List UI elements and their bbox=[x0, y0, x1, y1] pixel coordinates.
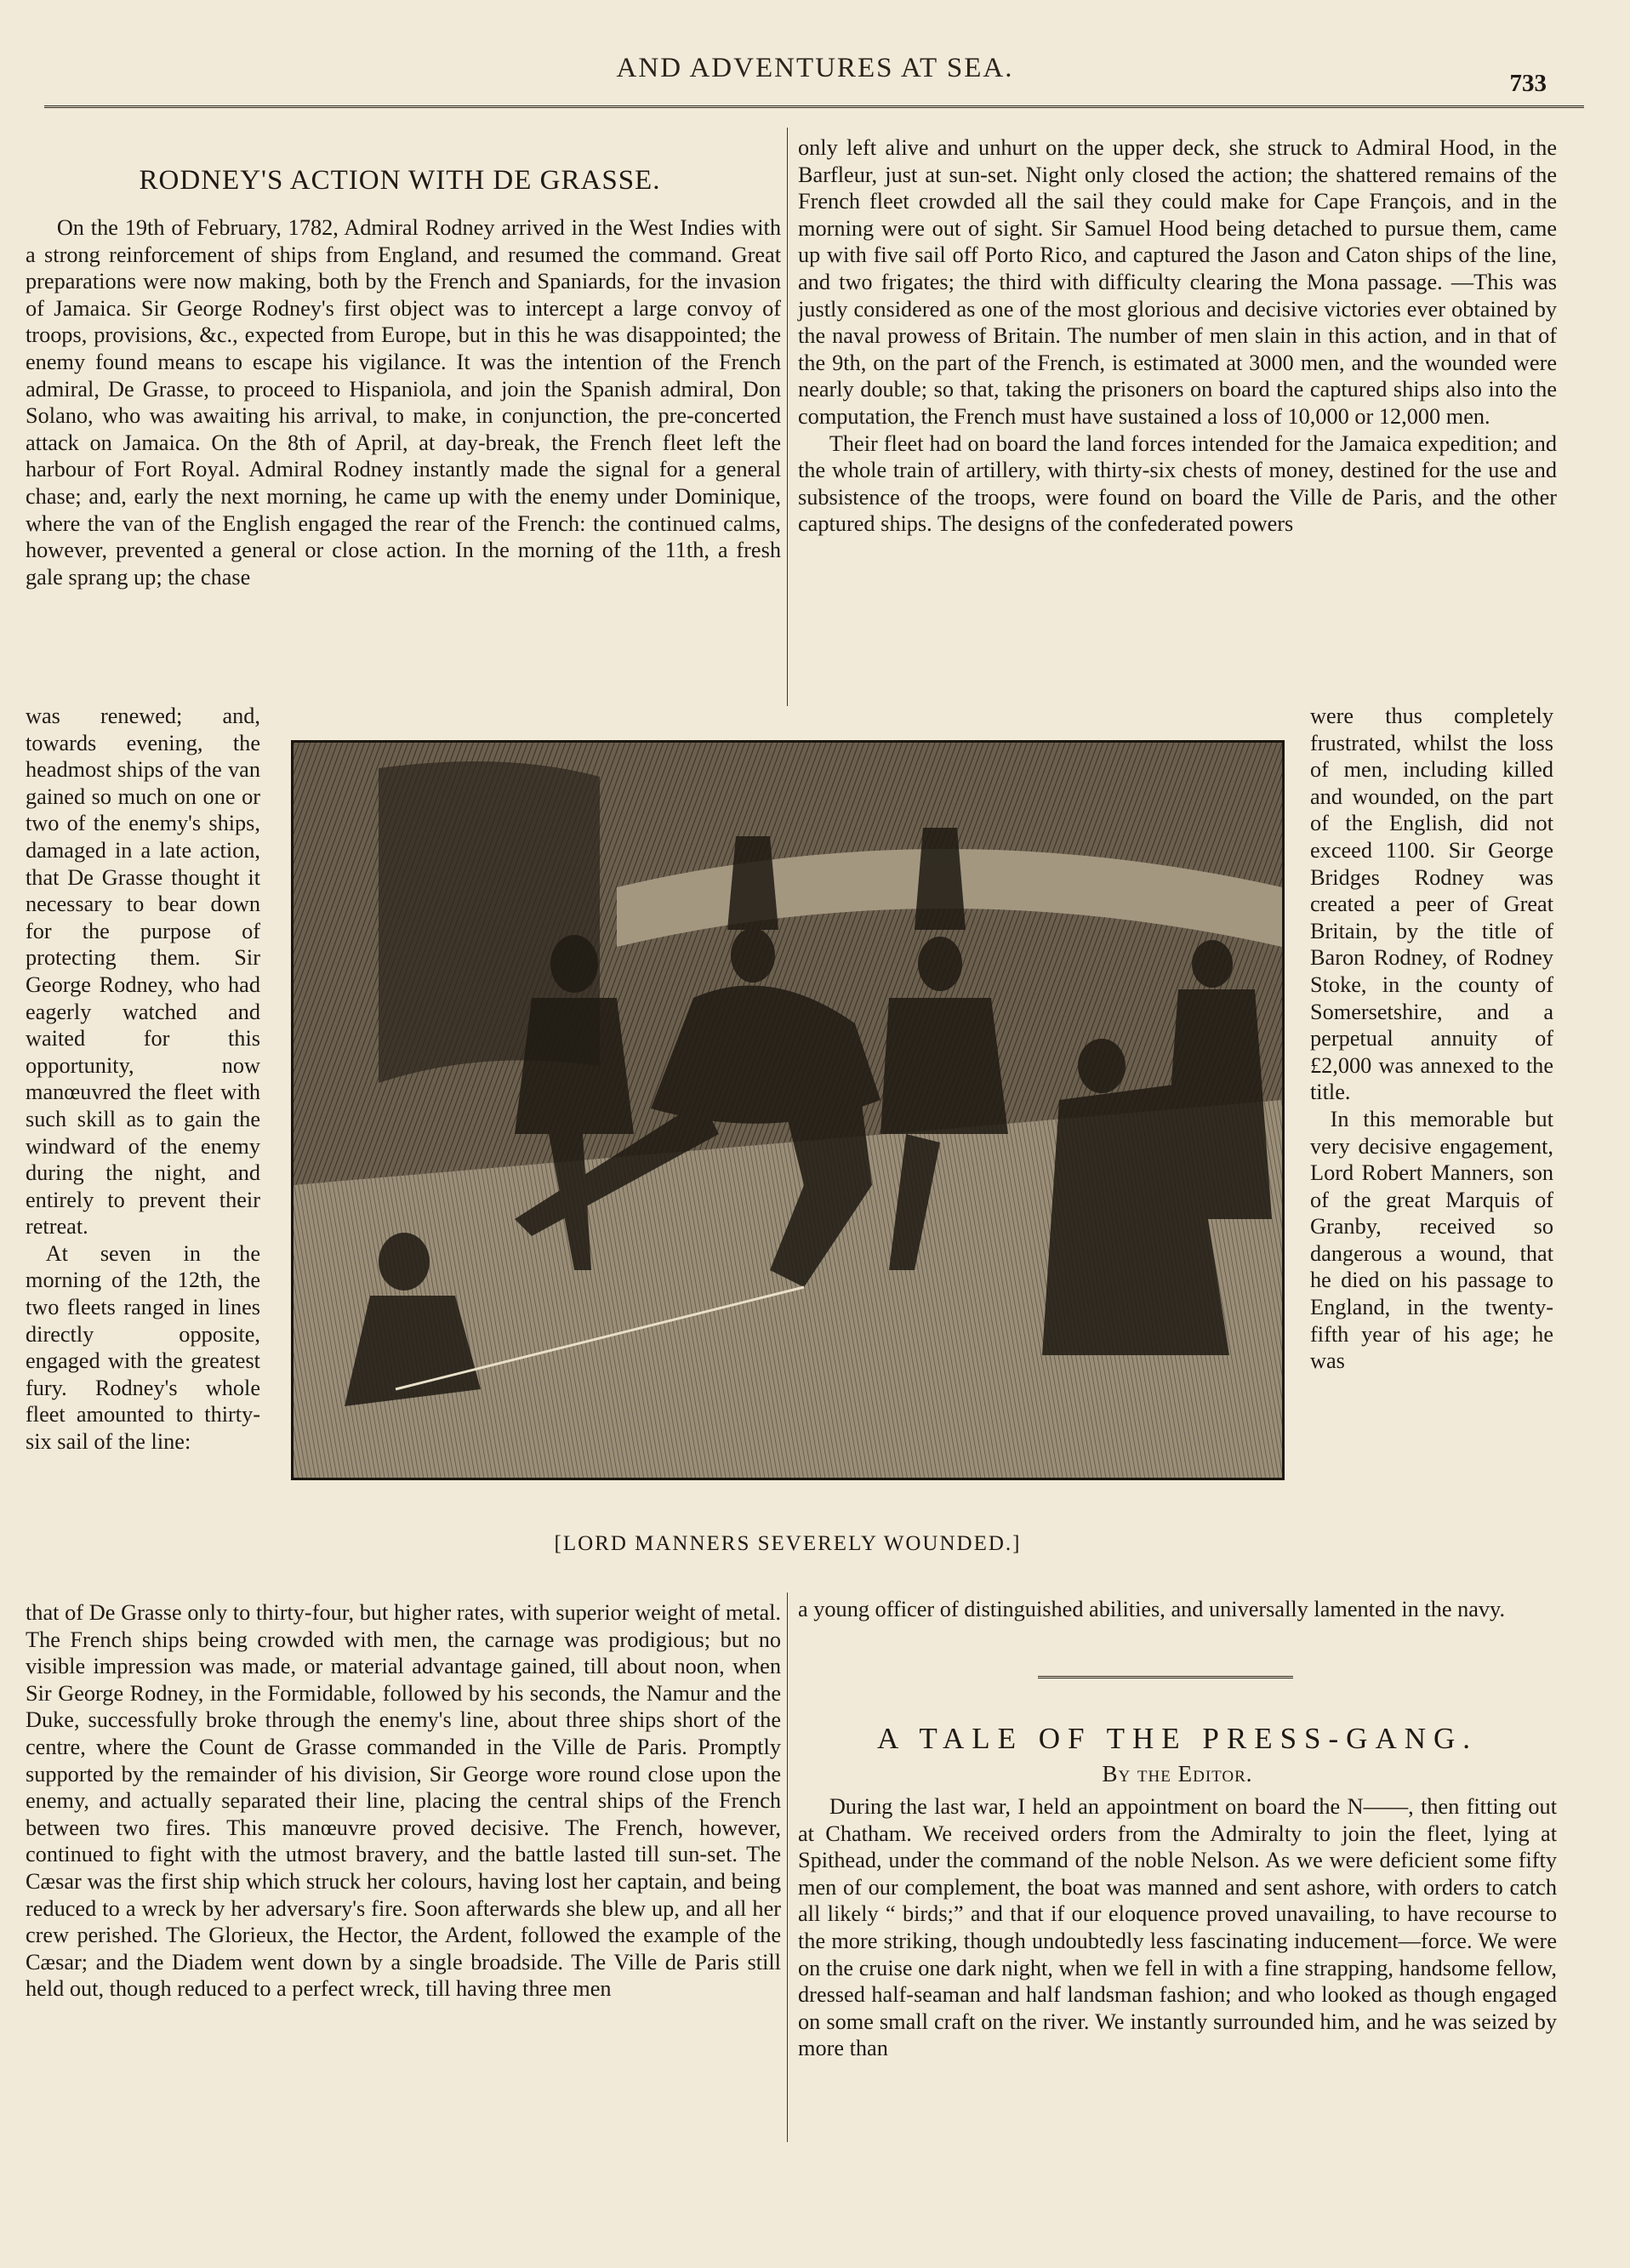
paragraph: a young officer of distinguished abilities, and universally lamented in the navy. bbox=[798, 1597, 1506, 1621]
article1-col1-top bbox=[26, 214, 781, 590]
article1-col1-narrow bbox=[26, 703, 260, 1456]
paragraph: At seven in the morning of the 12th, the two fleets ranged in lines directly opposite, engaged with the greatest fury. Rodney's whole fleet amounted to thirty-six sail of the line: bbox=[26, 1240, 260, 1455]
article1-col1-bottom bbox=[26, 1599, 781, 2003]
article2-body bbox=[798, 1793, 1557, 2062]
article1-col2-bottom bbox=[798, 1596, 1557, 1623]
paragraph: only left alive and unhurt on the upper deck, she struck to Admiral Hood, in the Barfleur, just at sun-set. Night only closed the action; the shattered remains of the French fleet crowded all the sail they could make for Cape François, and in the morning were out of sight. Sir Samuel Hood being detached to pursue them, came up with five sail off Porto Rico, and captured the Jason and Caton ships of the line, and two frigates; the third with difficulty clearing the Mona passage. —This was justly considered as one of the most glorious and decisive victories ever obtained by the naval prowess of Britain. The number of men slain in this action, and in that of the 9th, on the part of the French, is estimated at 3000 men, and the wounded were nearly double; so that, taking the prisoners on board the captured ships also into the computation, the French must have sustained a loss of 10,000 or 12,000 men. bbox=[798, 135, 1557, 429]
paragraph: On the 19th of February, 1782, Admiral Rodney arrived in the West Indies with a strong reinforcement of ships from England, and resumed the command. Great preparations were now making, both by the French and Spaniards, for the invasion of Jamaica. Sir George Rodney's first object was to intercept a large convoy of troops, provisions, &c., expected from Europe, but in this he was disappointed; the enemy found means to escape his vigilance. It was the intention of the French admiral, De Grasse, to proceed to Hispaniola, and join the Spanish admiral, Don Solano, who was awaiting his arrival, to make, in conjunction, the pre-concerted attack on Jamaica. On the 8th of April, at day-break, the French fleet left the harbour of Fort Royal. Admiral Rodney instantly made the signal for a general chase; and, early the next morning, he came up with the enemy under Dominique, where the van of the English engaged the rear of the French: the continued calms, however, prevented a general or close action. In the morning of the 11th, a fresh gale sprang up; the chase bbox=[26, 215, 781, 590]
paragraph: During the last war, I held an appointment on board the N——, then fitting out at Chatham. We received orders from the Admiralty to join the fleet, lying at Spithead, under the command of the noble Nelson. As we were deficient some fifty men of our complement, the boat was manned and sent ashore, with orders to catch all likely “ birds;” and that if our eloquence proved unavailing, to have recourse to the more striking, though undoubtedly less fascinating inducement—force. We were on the cruise one dark night, when we fell in with a fine strapping, handsome fellow, dressed half-seaman and half landsman fashion; and who looked as though engaged on some small craft on the river. We instantly surrounded him, and he was seized by more than bbox=[798, 1794, 1557, 2061]
column-rule-upper bbox=[787, 128, 788, 706]
paragraph: were thus completely frustrated, whilst the loss of men, including killed and wounded, on the part of the English, did not exceed 1100. Sir George Bridges Rodney was created a peer of Great Britain, by the title of Baron Rodney, of Rodney Stoke, in the county of Somersetshire, and a perpetual annuity of £2,000 was annexed to the title. bbox=[1310, 704, 1553, 1105]
paragraph: that of De Grasse only to thirty-four, but higher rates, with superior weight of metal. The French ships being crowded with men, the carnage was prodigious; but no visible impression was made, or material advantage gained, till about noon, when Sir George Rodney, in the Formidable, followed by his seconds, the Namur and the Duke, successfully broke through the enemy's line, about three ships short of the centre, where the Count de Grasse commanded in the Ville de Paris. Promptly supported by the remainder of his division, Sir George wore round close upon the enemy, and actually separated their line, placing the central ships of the French between two fires. This manœuvre proved decisive. The French, however, continued to fight with the utmost bravery, and the battle lasted till sun-set. The Cæsar was the first ship which struck her colours, having lost her captain, and being reduced to a wreck by her adversary's fire. Soon afterwards she blew up, and all her crew perished. The Glorieux, the Hector, the Ardent, followed the example of the Cæsar; and the Diadem went down by a single broadside. The Ville de Paris still held out, though reduced to a perfect wreck, till having three men bbox=[26, 1600, 781, 2002]
engraving-scene bbox=[294, 743, 1282, 1478]
page-number: 733 bbox=[1509, 70, 1547, 97]
illustration-caption: [LORD MANNERS SEVERELY WOUNDED.] bbox=[554, 1532, 1022, 1555]
column-rule-lower bbox=[787, 1593, 788, 2142]
article-title-rodney: RODNEY'S ACTION WITH DE GRASSE. bbox=[139, 165, 661, 196]
paragraph: was renewed; and, towards evening, the headmost ships of the van gained so much on one or two of the enemy's ships, damaged in a late action, that De Grasse thought it necessary to bear down for the purpose of protecting them. Sir George Rodney, who had eagerly watched and waited for this opportunity, now manœuvred the fleet with such skill as to gain the windward of the enemy during the night, and entirely to prevent their retreat. bbox=[26, 704, 260, 1239]
paragraph: Their fleet had on board the land forces intended for the Jamaica expedition; and the whole train of artillery, with thirty-six chests of money, destined for the use and subsistence of the troops, were found on board the Ville de Paris, and the other captured ships. The designs of the confederated powers bbox=[798, 430, 1557, 537]
engraving-illustration bbox=[291, 740, 1285, 1480]
section-rule bbox=[1038, 1676, 1293, 1678]
paragraph: In this memorable but very decisive engagement, Lord Robert Manners, son of the great Marquis of Granby, received so dangerous a wound, that he died on his passage to England, in the twenty-fifth year of his age; he was bbox=[1310, 1106, 1553, 1374]
running-head: AND ADVENTURES AT SEA. bbox=[616, 53, 1014, 83]
header-rule bbox=[44, 105, 1584, 108]
article1-col2-top bbox=[798, 134, 1557, 538]
article1-col2-narrow bbox=[1310, 703, 1553, 1375]
byline: By the Editor. bbox=[1102, 1761, 1253, 1786]
article-title-press-gang: A TALE OF THE PRESS-GANG. bbox=[876, 1722, 1479, 1755]
